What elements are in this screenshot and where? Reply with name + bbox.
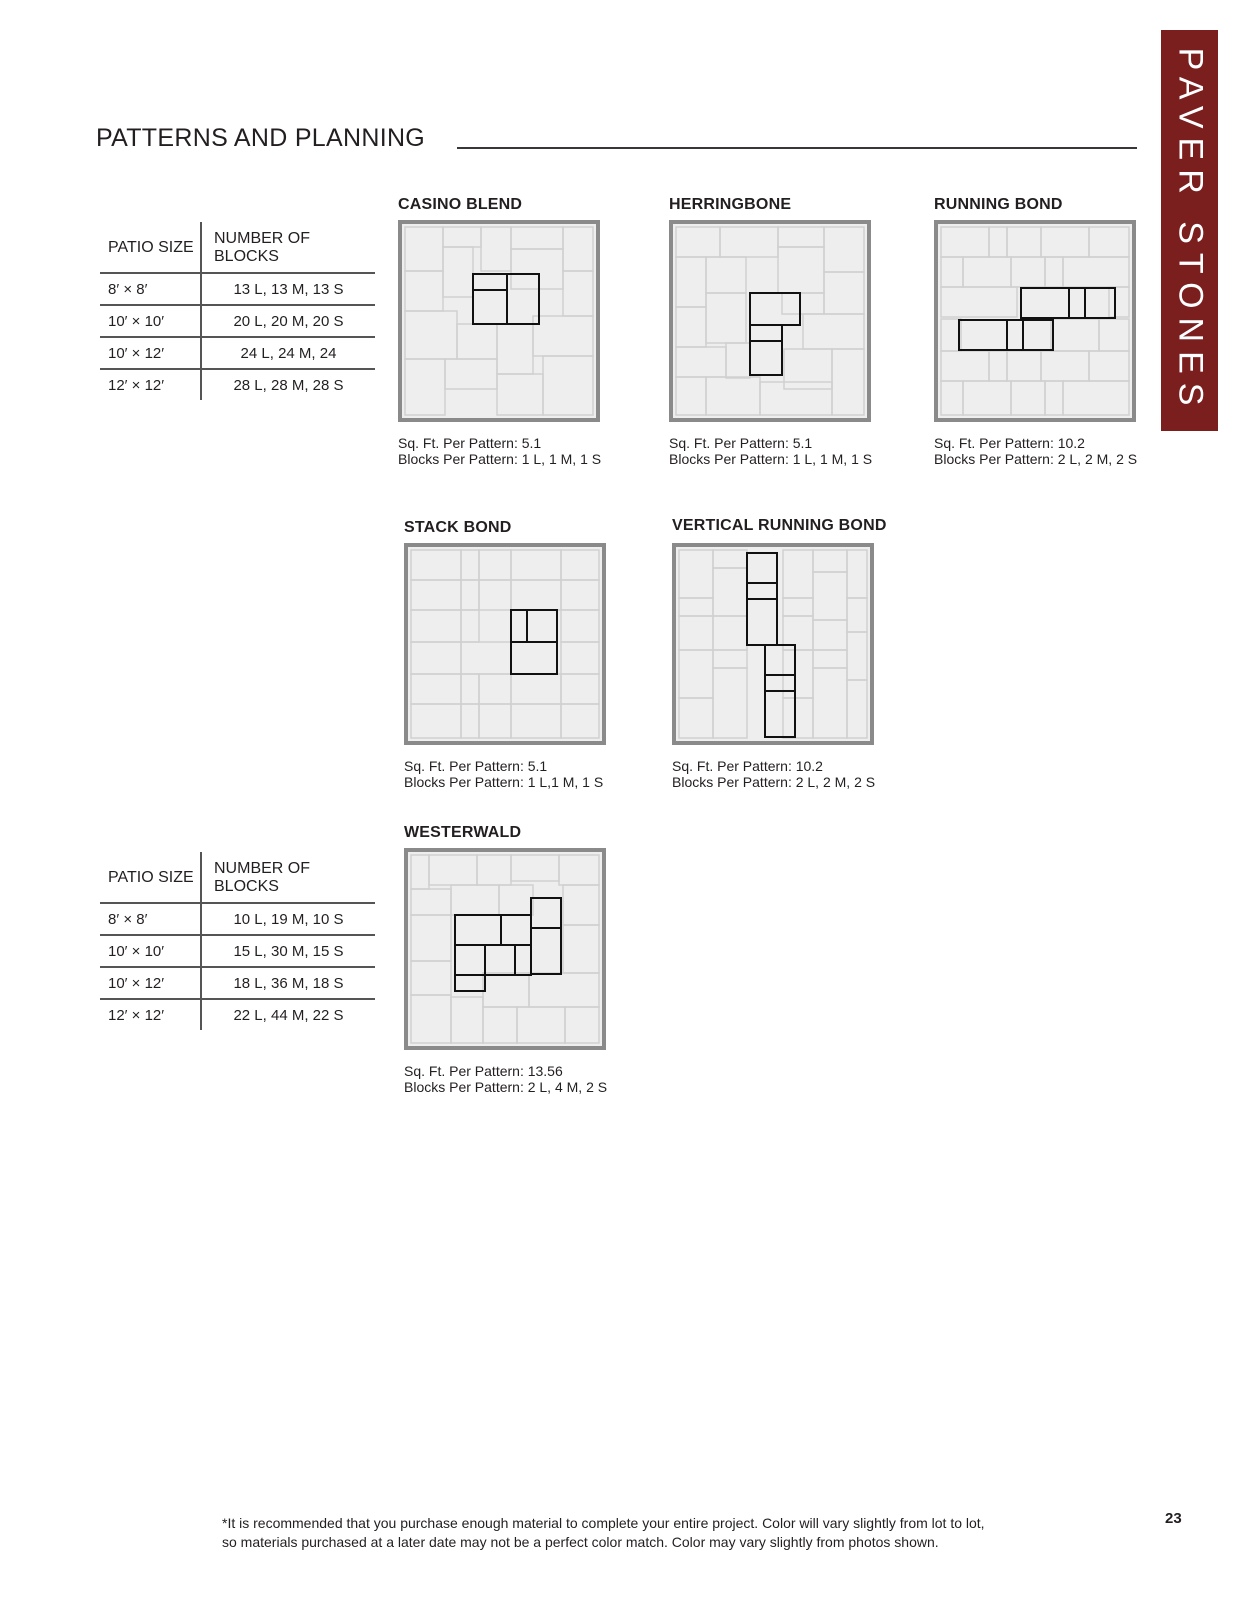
pattern-swatch bbox=[404, 848, 606, 1050]
pattern-info bbox=[672, 758, 875, 790]
pattern-sqft: Sq. Ft. Per Pattern: 5.1 bbox=[398, 435, 542, 451]
pattern-swatch bbox=[404, 543, 606, 745]
table-row bbox=[100, 903, 375, 935]
pattern-blocks: Blocks Per Pattern: 1 L,1 M, 1 S bbox=[404, 774, 604, 790]
pattern-blocks: Blocks Per Pattern: 2 L, 2 M, 2 S bbox=[672, 774, 876, 790]
pattern-blocks: Blocks Per Pattern: 2 L, 2 M, 2 S bbox=[934, 451, 1138, 467]
table-row bbox=[100, 999, 375, 1030]
footnote bbox=[222, 1514, 1062, 1552]
running-bond-diagram bbox=[938, 224, 1132, 418]
column-header: PATIO SIZE bbox=[100, 852, 201, 903]
table-header-row bbox=[100, 852, 375, 903]
pattern-name: STACK BOND bbox=[404, 519, 512, 536]
pattern-name: WESTERWALD bbox=[404, 824, 522, 841]
pattern-name: HERRINGBONE bbox=[669, 196, 792, 213]
pattern-info bbox=[934, 435, 1137, 467]
patio-size-cell: 10′ × 10′ bbox=[100, 305, 201, 337]
table-row bbox=[100, 305, 375, 337]
patio-size-cell: 8′ × 8′ bbox=[100, 273, 201, 305]
pattern-info bbox=[404, 1063, 607, 1095]
pattern-sqft: Sq. Ft. Per Pattern: 5.1 bbox=[404, 758, 548, 774]
pattern-swatch bbox=[934, 220, 1136, 422]
table-row bbox=[100, 273, 375, 305]
block-count-cell: 10 L, 19 M, 10 S bbox=[201, 903, 375, 935]
table-row bbox=[100, 967, 375, 999]
block-count-cell: 15 L, 30 M, 15 S bbox=[201, 935, 375, 967]
pattern-info bbox=[404, 758, 603, 790]
pattern-name: CASINO BLEND bbox=[398, 196, 523, 213]
herringbone-diagram bbox=[673, 224, 867, 418]
pattern-blocks: Blocks Per Pattern: 1 L, 1 M, 1 S bbox=[398, 451, 602, 467]
pattern-info bbox=[669, 435, 872, 467]
column-header: PATIO SIZE bbox=[100, 222, 201, 273]
pattern-sqft: Sq. Ft. Per Pattern: 10.2 bbox=[934, 435, 1085, 451]
block-count-cell: 13 L, 13 M, 13 S bbox=[201, 273, 375, 305]
patio-size-cell: 10′ × 12′ bbox=[100, 967, 201, 999]
pattern-swatch bbox=[669, 220, 871, 422]
page-title: PATTERNS AND PLANNING bbox=[96, 124, 426, 152]
block-count-cell: 24 L, 24 M, 24 bbox=[201, 337, 375, 369]
pattern-blocks: Blocks Per Pattern: 1 L, 1 M, 1 S bbox=[669, 451, 873, 467]
pattern-sqft: Sq. Ft. Per Pattern: 10.2 bbox=[672, 758, 823, 774]
pattern-sqft: Sq. Ft. Per Pattern: 5.1 bbox=[669, 435, 813, 451]
table-row bbox=[100, 337, 375, 369]
patio-size-cell: 10′ × 12′ bbox=[100, 337, 201, 369]
table-row bbox=[100, 369, 375, 400]
pattern-swatch bbox=[672, 543, 874, 745]
casino-block-outline bbox=[473, 274, 507, 324]
block-count-cell: 18 L, 36 M, 18 S bbox=[201, 967, 375, 999]
column-header: NUMBER OF BLOCKS bbox=[201, 222, 375, 273]
pattern-name: VERTICAL RUNNING BOND bbox=[672, 517, 887, 534]
pattern-blocks: Blocks Per Pattern: 2 L, 4 M, 2 S bbox=[404, 1079, 608, 1095]
patio-size-cell: 12′ × 12′ bbox=[108, 377, 165, 394]
patio-size-cell: 8′ × 8′ bbox=[100, 903, 201, 935]
block-count-cell: 22 L, 44 M, 22 S bbox=[201, 999, 375, 1030]
column-header: NUMBER OF BLOCKS bbox=[201, 852, 375, 903]
section-tab bbox=[1161, 30, 1218, 431]
page-number: 23 bbox=[1165, 1510, 1182, 1527]
vertical-running-bond-diagram bbox=[676, 547, 870, 741]
footnote-line: so materials purchased at a later date may not be a perfect color match. Color may vary slightly from photos shown. bbox=[222, 1534, 939, 1550]
title-divider bbox=[457, 147, 1137, 149]
stack-bond-diagram bbox=[408, 547, 602, 741]
patio-size-cell: 12′ × 12′ bbox=[108, 1007, 165, 1024]
table-header-row bbox=[100, 222, 375, 273]
footnote-line: *It is recommended that you purchase enough material to complete your entire project. Color will vary slightly from lot to lot, bbox=[222, 1515, 985, 1531]
westerwald-diagram bbox=[408, 852, 602, 1046]
patio-size-table-bottom bbox=[100, 852, 375, 1030]
pattern-info bbox=[398, 435, 601, 467]
section-tab-label: PAVER STONES bbox=[1171, 47, 1209, 414]
pattern-sqft: Sq. Ft. Per Pattern: 13.56 bbox=[404, 1063, 563, 1079]
block-count-cell: 20 L, 20 M, 20 S bbox=[201, 305, 375, 337]
pattern-name: RUNNING BOND bbox=[934, 196, 1063, 213]
block-count-cell: 28 L, 28 M, 28 S bbox=[201, 369, 375, 400]
patio-size-cell: 10′ × 10′ bbox=[100, 935, 201, 967]
patio-size-table-top bbox=[100, 222, 375, 400]
pattern-swatch bbox=[398, 220, 600, 422]
table-row bbox=[100, 935, 375, 967]
casino-blend-diagram bbox=[402, 224, 596, 418]
